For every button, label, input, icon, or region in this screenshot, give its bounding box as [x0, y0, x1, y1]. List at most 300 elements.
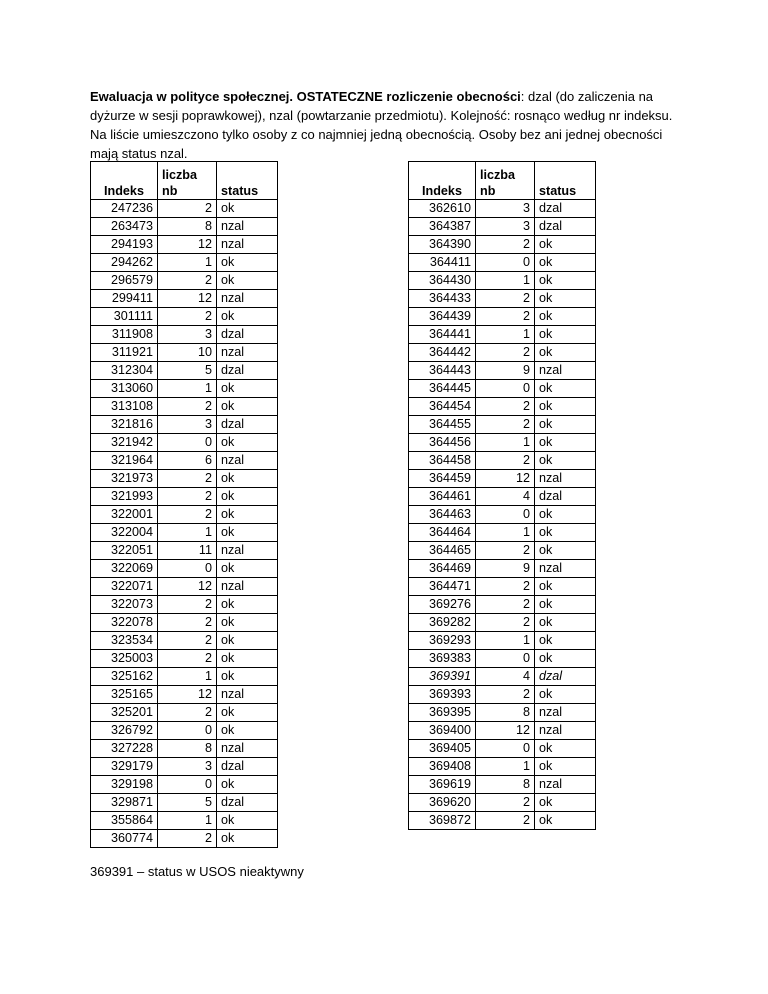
header-status: status [217, 162, 278, 200]
cell-index: 325201 [91, 704, 158, 722]
cell-nb: 12 [158, 686, 217, 704]
header-index: Indeks [91, 162, 158, 200]
table-row [409, 290, 596, 308]
table-row [91, 740, 278, 758]
cell-status: ok [217, 308, 278, 326]
table-row [91, 416, 278, 434]
cell-status: ok [217, 380, 278, 398]
cell-status: ok [217, 614, 278, 632]
cell-status: ok [535, 398, 596, 416]
cell-index: 322004 [91, 524, 158, 542]
cell-status: ok [535, 794, 596, 812]
table-row [409, 506, 596, 524]
cell-status: nzal [535, 722, 596, 740]
cell-status: ok [535, 812, 596, 830]
cell-nb: 2 [158, 830, 217, 848]
cell-status: nzal [535, 470, 596, 488]
cell-status: nzal [217, 686, 278, 704]
cell-status: ok [535, 614, 596, 632]
cell-nb: 0 [476, 506, 535, 524]
document-title: Ewaluacja w polityce społecznej. OSTATECZNE rozliczenie obecności [90, 89, 521, 104]
cell-nb: 12 [476, 470, 535, 488]
cell-index: 364442 [409, 344, 476, 362]
cell-index: 369400 [409, 722, 476, 740]
table-row [409, 254, 596, 272]
cell-nb: 2 [158, 614, 217, 632]
attendance-table-right [408, 161, 596, 830]
cell-status: ok [217, 830, 278, 848]
table-row [91, 524, 278, 542]
header-status: status [535, 162, 596, 200]
cell-nb: 2 [158, 596, 217, 614]
cell-status: nzal [535, 362, 596, 380]
cell-nb: 5 [158, 362, 217, 380]
cell-nb: 3 [158, 326, 217, 344]
table-row [409, 326, 596, 344]
table-row [91, 434, 278, 452]
cell-status: ok [535, 578, 596, 596]
table-row [91, 830, 278, 848]
table-row [409, 758, 596, 776]
table-row [409, 236, 596, 254]
table-row [409, 434, 596, 452]
cell-nb: 0 [158, 776, 217, 794]
cell-status: ok [535, 758, 596, 776]
cell-nb: 8 [158, 740, 217, 758]
table-row [409, 686, 596, 704]
cell-nb: 2 [158, 506, 217, 524]
cell-status: ok [535, 686, 596, 704]
cell-index: 323534 [91, 632, 158, 650]
cell-nb: 6 [158, 452, 217, 470]
cell-index: 364469 [409, 560, 476, 578]
cell-nb: 9 [476, 560, 535, 578]
cell-status: ok [217, 506, 278, 524]
cell-nb: 0 [476, 254, 535, 272]
cell-nb: 1 [476, 272, 535, 290]
table-row [91, 668, 278, 686]
cell-status: ok [217, 668, 278, 686]
cell-index: 247236 [91, 200, 158, 218]
cell-nb: 2 [158, 200, 217, 218]
cell-index: 329179 [91, 758, 158, 776]
cell-index: 364455 [409, 416, 476, 434]
cell-index: 364445 [409, 380, 476, 398]
cell-status: ok [217, 776, 278, 794]
cell-index: 364387 [409, 218, 476, 236]
header-nb: liczba nb [158, 162, 217, 200]
cell-status: dzal [535, 218, 596, 236]
cell-index: 321973 [91, 470, 158, 488]
table-row [91, 362, 278, 380]
cell-status: ok [535, 308, 596, 326]
cell-status: dzal [217, 416, 278, 434]
header-index: Indeks [409, 162, 476, 200]
cell-index: 364443 [409, 362, 476, 380]
cell-nb: 10 [158, 344, 217, 362]
cell-status: nzal [535, 776, 596, 794]
cell-index: 362610 [409, 200, 476, 218]
cell-index: 369393 [409, 686, 476, 704]
table-row [409, 200, 596, 218]
table-row [91, 578, 278, 596]
table-row [409, 470, 596, 488]
cell-status: dzal [535, 668, 596, 686]
cell-index: 364441 [409, 326, 476, 344]
cell-status: nzal [535, 704, 596, 722]
cell-nb: 2 [476, 578, 535, 596]
cell-nb: 2 [476, 812, 535, 830]
table-row [91, 254, 278, 272]
table-row [91, 794, 278, 812]
table-row [91, 218, 278, 236]
cell-nb: 0 [158, 560, 217, 578]
cell-nb: 2 [158, 470, 217, 488]
table-row [409, 344, 596, 362]
cell-status: ok [217, 812, 278, 830]
cell-nb: 9 [476, 362, 535, 380]
table-row [91, 398, 278, 416]
header-nb: liczba nb [476, 162, 535, 200]
cell-index: 325162 [91, 668, 158, 686]
table-row [409, 542, 596, 560]
cell-status: ok [535, 632, 596, 650]
cell-nb: 2 [158, 488, 217, 506]
cell-status: nzal [217, 740, 278, 758]
cell-nb: 1 [158, 380, 217, 398]
cell-status: ok [535, 326, 596, 344]
cell-nb: 3 [476, 218, 535, 236]
cell-index: 364464 [409, 524, 476, 542]
cell-nb: 8 [476, 704, 535, 722]
cell-index: 294262 [91, 254, 158, 272]
cell-status: ok [535, 506, 596, 524]
cell-status: ok [535, 254, 596, 272]
cell-index: 311908 [91, 326, 158, 344]
cell-status: ok [217, 524, 278, 542]
cell-nb: 4 [476, 488, 535, 506]
cell-index: 364430 [409, 272, 476, 290]
intro-paragraph-1 [90, 87, 690, 125]
table-row [91, 650, 278, 668]
cell-nb: 1 [476, 434, 535, 452]
cell-status: dzal [217, 362, 278, 380]
table-row [409, 488, 596, 506]
cell-index: 321993 [91, 488, 158, 506]
cell-status: nzal [217, 452, 278, 470]
table-row [91, 776, 278, 794]
cell-status: ok [217, 434, 278, 452]
table-row [91, 236, 278, 254]
table-row [409, 416, 596, 434]
cell-nb: 2 [476, 542, 535, 560]
cell-index: 322001 [91, 506, 158, 524]
cell-index: 301111 [91, 308, 158, 326]
cell-nb: 2 [476, 308, 535, 326]
cell-nb: 2 [476, 416, 535, 434]
cell-nb: 2 [476, 614, 535, 632]
table-header-row [409, 162, 596, 200]
table-row [409, 632, 596, 650]
cell-index: 322069 [91, 560, 158, 578]
cell-nb: 8 [158, 218, 217, 236]
cell-index: 369391 [409, 668, 476, 686]
cell-index: 311921 [91, 344, 158, 362]
cell-nb: 0 [158, 722, 217, 740]
cell-nb: 0 [476, 650, 535, 668]
table-row [91, 758, 278, 776]
cell-status: ok [217, 596, 278, 614]
cell-index: 312304 [91, 362, 158, 380]
table-row [91, 506, 278, 524]
table-row [409, 614, 596, 632]
cell-status: nzal [217, 578, 278, 596]
table-row [91, 614, 278, 632]
cell-nb: 2 [476, 686, 535, 704]
cell-nb: 1 [476, 524, 535, 542]
cell-status: ok [535, 434, 596, 452]
table-row [409, 704, 596, 722]
cell-index: 329871 [91, 794, 158, 812]
table-row [409, 794, 596, 812]
table-row [91, 686, 278, 704]
intro-legend: : dzal (do zaliczenia na dyżurze w sesji poprawkowej), nzal (powtarzanie przedmiotu). Kolejność: rosnąco według nr indeksu. [90, 89, 673, 123]
cell-status: ok [217, 470, 278, 488]
cell-index: 364454 [409, 398, 476, 416]
cell-nb: 12 [476, 722, 535, 740]
cell-index: 369405 [409, 740, 476, 758]
cell-index: 321964 [91, 452, 158, 470]
cell-nb: 12 [158, 236, 217, 254]
table-row [91, 470, 278, 488]
cell-nb: 2 [476, 290, 535, 308]
cell-nb: 0 [476, 740, 535, 758]
cell-nb: 2 [158, 272, 217, 290]
cell-index: 325003 [91, 650, 158, 668]
cell-nb: 5 [158, 794, 217, 812]
cell-index: 313060 [91, 380, 158, 398]
table-row [409, 380, 596, 398]
cell-index: 369619 [409, 776, 476, 794]
cell-status: nzal [217, 218, 278, 236]
table-row [409, 812, 596, 830]
cell-status: ok [217, 704, 278, 722]
cell-status: ok [535, 596, 596, 614]
cell-index: 263473 [91, 218, 158, 236]
cell-index: 369620 [409, 794, 476, 812]
table-row [91, 308, 278, 326]
table-row [409, 308, 596, 326]
intro-paragraph-2: Na liście umieszczono tylko osoby z co najmniej jedną obecnością. Osoby bez ani jednej obecności mają status nzal. [90, 127, 663, 161]
table-row [91, 452, 278, 470]
cell-index: 322051 [91, 542, 158, 560]
table-row [409, 740, 596, 758]
table-row [91, 542, 278, 560]
table-row [91, 596, 278, 614]
cell-status: ok [217, 200, 278, 218]
table-row [409, 452, 596, 470]
footnote: 369391 – status w USOS nieaktywny [90, 864, 304, 879]
cell-nb: 1 [158, 254, 217, 272]
cell-index: 321942 [91, 434, 158, 452]
cell-nb: 1 [158, 524, 217, 542]
cell-index: 360774 [91, 830, 158, 848]
cell-status: dzal [535, 488, 596, 506]
cell-nb: 2 [158, 632, 217, 650]
cell-nb: 1 [158, 812, 217, 830]
table-row [409, 722, 596, 740]
table-row [409, 650, 596, 668]
cell-status: nzal [217, 290, 278, 308]
cell-index: 355864 [91, 812, 158, 830]
cell-nb: 8 [476, 776, 535, 794]
table-row [91, 200, 278, 218]
cell-nb: 2 [476, 344, 535, 362]
table-row [91, 326, 278, 344]
cell-nb: 1 [476, 326, 535, 344]
cell-nb: 3 [158, 416, 217, 434]
intro-text [90, 87, 690, 163]
cell-status: dzal [217, 758, 278, 776]
cell-index: 299411 [91, 290, 158, 308]
cell-nb: 2 [476, 794, 535, 812]
cell-status: nzal [217, 344, 278, 362]
table-row [91, 344, 278, 362]
table-row [91, 812, 278, 830]
cell-nb: 2 [158, 398, 217, 416]
cell-index: 364433 [409, 290, 476, 308]
cell-index: 329198 [91, 776, 158, 794]
cell-status: nzal [217, 236, 278, 254]
cell-nb: 12 [158, 578, 217, 596]
table-row [409, 596, 596, 614]
cell-index: 321816 [91, 416, 158, 434]
table-row [91, 632, 278, 650]
cell-index: 313108 [91, 398, 158, 416]
cell-status: ok [535, 740, 596, 758]
cell-nb: 2 [476, 398, 535, 416]
cell-status: ok [535, 344, 596, 362]
cell-index: 326792 [91, 722, 158, 740]
cell-index: 322073 [91, 596, 158, 614]
cell-status: ok [535, 272, 596, 290]
table-row [409, 524, 596, 542]
cell-status: nzal [535, 560, 596, 578]
cell-nb: 4 [476, 668, 535, 686]
cell-index: 364463 [409, 506, 476, 524]
cell-nb: 0 [476, 380, 535, 398]
table-row [91, 488, 278, 506]
cell-status: dzal [217, 794, 278, 812]
table-row [409, 578, 596, 596]
table-row [91, 290, 278, 308]
cell-index: 364465 [409, 542, 476, 560]
cell-nb: 2 [158, 650, 217, 668]
cell-status: ok [535, 416, 596, 434]
cell-status: ok [217, 650, 278, 668]
cell-nb: 1 [476, 758, 535, 776]
cell-nb: 11 [158, 542, 217, 560]
cell-index: 322078 [91, 614, 158, 632]
table-row [409, 218, 596, 236]
cell-index: 369395 [409, 704, 476, 722]
table-row [91, 380, 278, 398]
cell-nb: 1 [158, 668, 217, 686]
table-row [409, 398, 596, 416]
cell-index: 322071 [91, 578, 158, 596]
table-row [409, 560, 596, 578]
cell-status: ok [217, 272, 278, 290]
cell-nb: 2 [476, 236, 535, 254]
cell-index: 364458 [409, 452, 476, 470]
cell-index: 325165 [91, 686, 158, 704]
cell-status: ok [217, 488, 278, 506]
cell-index: 364471 [409, 578, 476, 596]
table-row [409, 668, 596, 686]
cell-nb: 2 [476, 452, 535, 470]
table-row [91, 560, 278, 578]
cell-status: ok [535, 236, 596, 254]
cell-index: 364411 [409, 254, 476, 272]
table-row [91, 272, 278, 290]
cell-index: 364390 [409, 236, 476, 254]
table-row [409, 272, 596, 290]
cell-status: dzal [535, 200, 596, 218]
cell-nb: 3 [158, 758, 217, 776]
cell-status: ok [217, 722, 278, 740]
cell-index: 294193 [91, 236, 158, 254]
cell-nb: 2 [158, 704, 217, 722]
cell-nb: 0 [158, 434, 217, 452]
attendance-table-left [90, 161, 278, 848]
cell-index: 369293 [409, 632, 476, 650]
cell-status: ok [535, 380, 596, 398]
table-row [91, 722, 278, 740]
cell-index: 369872 [409, 812, 476, 830]
cell-index: 369383 [409, 650, 476, 668]
cell-index: 296579 [91, 272, 158, 290]
cell-status: ok [535, 524, 596, 542]
cell-index: 369276 [409, 596, 476, 614]
cell-nb: 3 [476, 200, 535, 218]
cell-status: ok [535, 290, 596, 308]
cell-status: nzal [217, 542, 278, 560]
cell-index: 369408 [409, 758, 476, 776]
cell-status: ok [535, 650, 596, 668]
table-row [409, 776, 596, 794]
cell-nb: 1 [476, 632, 535, 650]
cell-index: 369282 [409, 614, 476, 632]
cell-status: ok [217, 560, 278, 578]
cell-index: 364459 [409, 470, 476, 488]
cell-nb: 12 [158, 290, 217, 308]
table-row [409, 362, 596, 380]
cell-status: dzal [217, 326, 278, 344]
cell-index: 364456 [409, 434, 476, 452]
cell-status: ok [217, 254, 278, 272]
table-row [91, 704, 278, 722]
cell-status: ok [217, 632, 278, 650]
cell-nb: 2 [158, 308, 217, 326]
cell-status: ok [217, 398, 278, 416]
cell-status: ok [535, 542, 596, 560]
cell-index: 327228 [91, 740, 158, 758]
cell-index: 364461 [409, 488, 476, 506]
cell-nb: 2 [476, 596, 535, 614]
cell-index: 364439 [409, 308, 476, 326]
table-header-row [91, 162, 278, 200]
cell-status: ok [535, 452, 596, 470]
